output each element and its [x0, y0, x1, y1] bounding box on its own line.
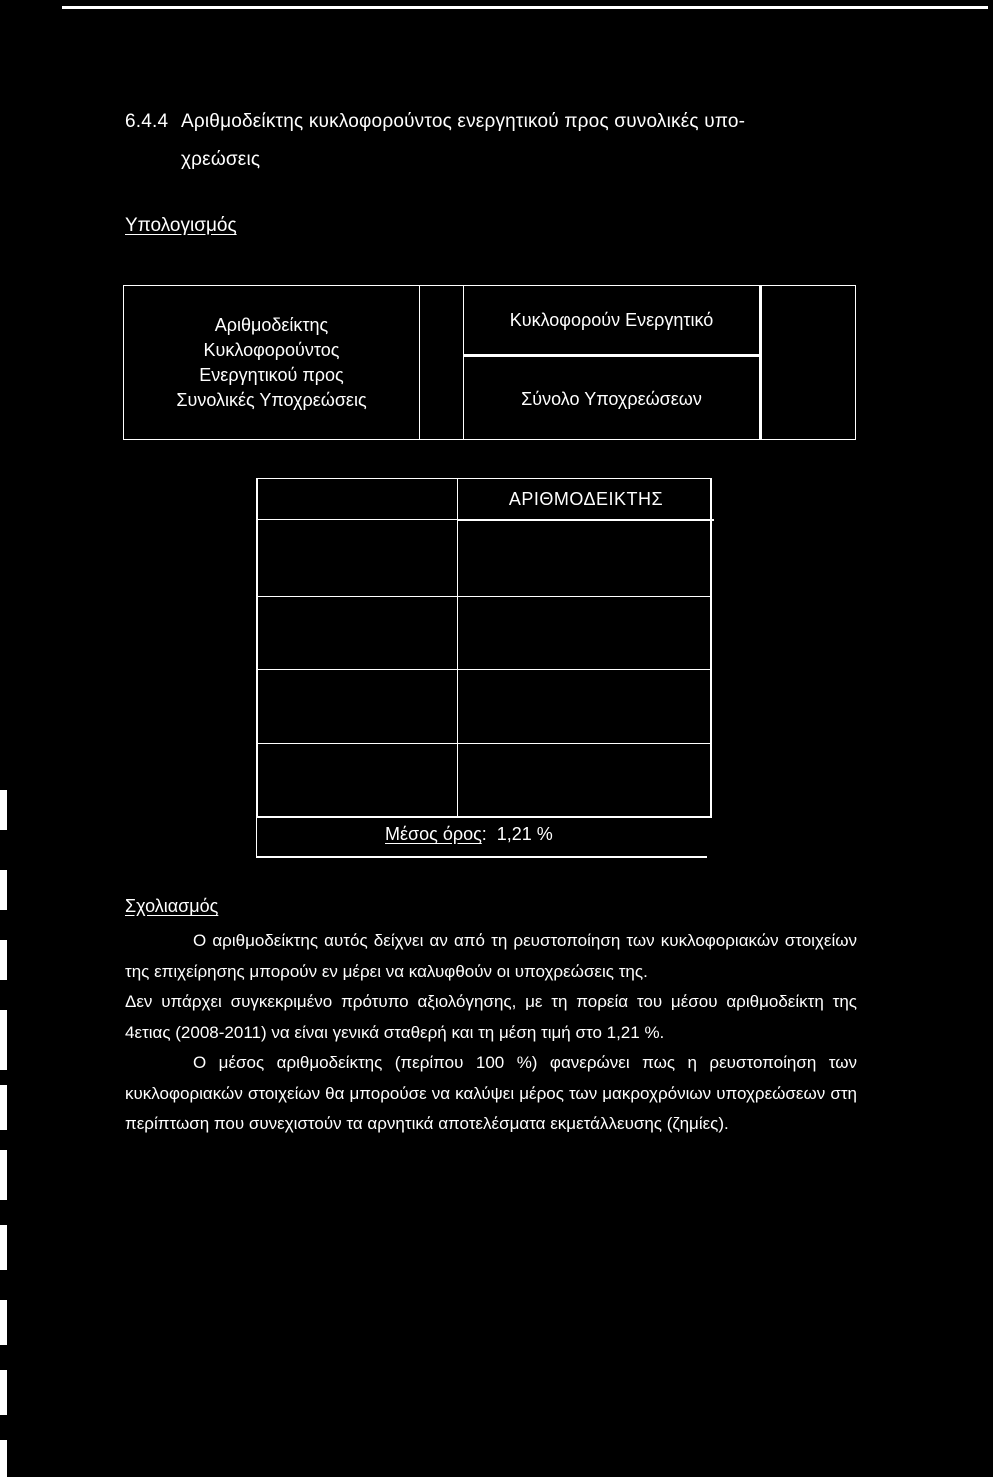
edge-mark	[0, 1440, 7, 1477]
comment-paragraph: Ο αριθμοδείκτης αυτός δείχνει αν από τη ρευστοποίηση των κυκλοφοριακών στοιχείων της επιχείρησης μπορούν εν μέρει να καλυφθούν οι υποχρεώσεις της.	[125, 931, 857, 981]
index-table-header-rule-left	[258, 519, 457, 520]
formula-denominator: Σύνολο Υποχρεώσεων	[521, 388, 702, 409]
edge-mark	[0, 940, 7, 980]
average-label: Μέσος όρος	[385, 824, 482, 844]
formula-name-line: Ενεργητικού προς	[199, 364, 344, 385]
average-text: Μέσος όρος: 1,21 %	[385, 824, 553, 844]
edge-mark	[0, 1010, 7, 1070]
edge-mark	[0, 1300, 7, 1345]
edge-mark	[0, 1225, 7, 1270]
index-table-header-rule	[458, 519, 714, 521]
index-table-row-rule	[258, 743, 710, 744]
average-row-rule	[257, 856, 707, 858]
index-table-row-rule	[258, 669, 710, 670]
formula-fraction-cell	[464, 286, 762, 439]
index-table-row-rule	[258, 596, 710, 597]
index-table-header: ΑΡΙΘΜΟΔΕΙΚΤΗΣ	[508, 488, 664, 509]
index-table-column-divider	[457, 479, 458, 816]
formula-name-line: Κυκλοφορούντος	[203, 339, 340, 360]
calculation-label: Υπολογισμός	[125, 215, 237, 236]
average-value: 1,21 %	[496, 824, 553, 844]
section-number: 6.4.4	[125, 111, 169, 132]
edge-mark	[0, 1150, 7, 1200]
comment-label: Σχολιασμός	[125, 896, 219, 916]
formula-numerator: Κυκλοφορούν Ενεργητικό	[464, 286, 759, 357]
comment-paragraph: Ο μέσος αριθμοδείκτης (περίπου 100 %) φανερώνει πως η ρευστοποίηση των κυκλοφοριακών στοιχείων θα μπορούσε να καλύψει μέρος των μακροχρόνιων υποχρεώσεων στη περίπτωση που συνεχιστούν τα αρνητικά αποτελέσματα εκμετάλλευσης (ζημίες).	[125, 1053, 857, 1133]
average-row	[256, 818, 712, 858]
top-border-line	[62, 6, 988, 9]
formula-name-line: Συνολικές Υποχρεώσεις	[176, 389, 367, 410]
edge-mark	[0, 1085, 7, 1130]
section-heading	[125, 103, 865, 179]
edge-mark	[0, 790, 7, 830]
comment-paragraph: Δεν υπάρχει συγκεκριμένο πρότυπο αξιολόγησης, με τη πορεία του μέσου αριθμοδείκτη της 4ετιας (2008-2011) να είναι γενικά σταθερή και τη μέση τιμή στο 1,21 %.	[125, 992, 857, 1042]
section-title-line1: Αριθμοδείκτης κυκλοφορούντος ενεργητικού προς συνολικές υπο-	[181, 111, 746, 132]
formula-table	[123, 285, 856, 440]
formula-name-line: Αριθμοδείκτης	[214, 314, 329, 335]
edge-mark	[0, 870, 7, 910]
formula-equals-cell	[420, 286, 464, 439]
formula-name-cell	[124, 286, 420, 439]
edge-mark	[0, 1370, 7, 1415]
comment-body	[125, 926, 857, 1140]
section-title-line2: χρεώσεις	[181, 149, 261, 170]
index-table	[256, 478, 712, 818]
